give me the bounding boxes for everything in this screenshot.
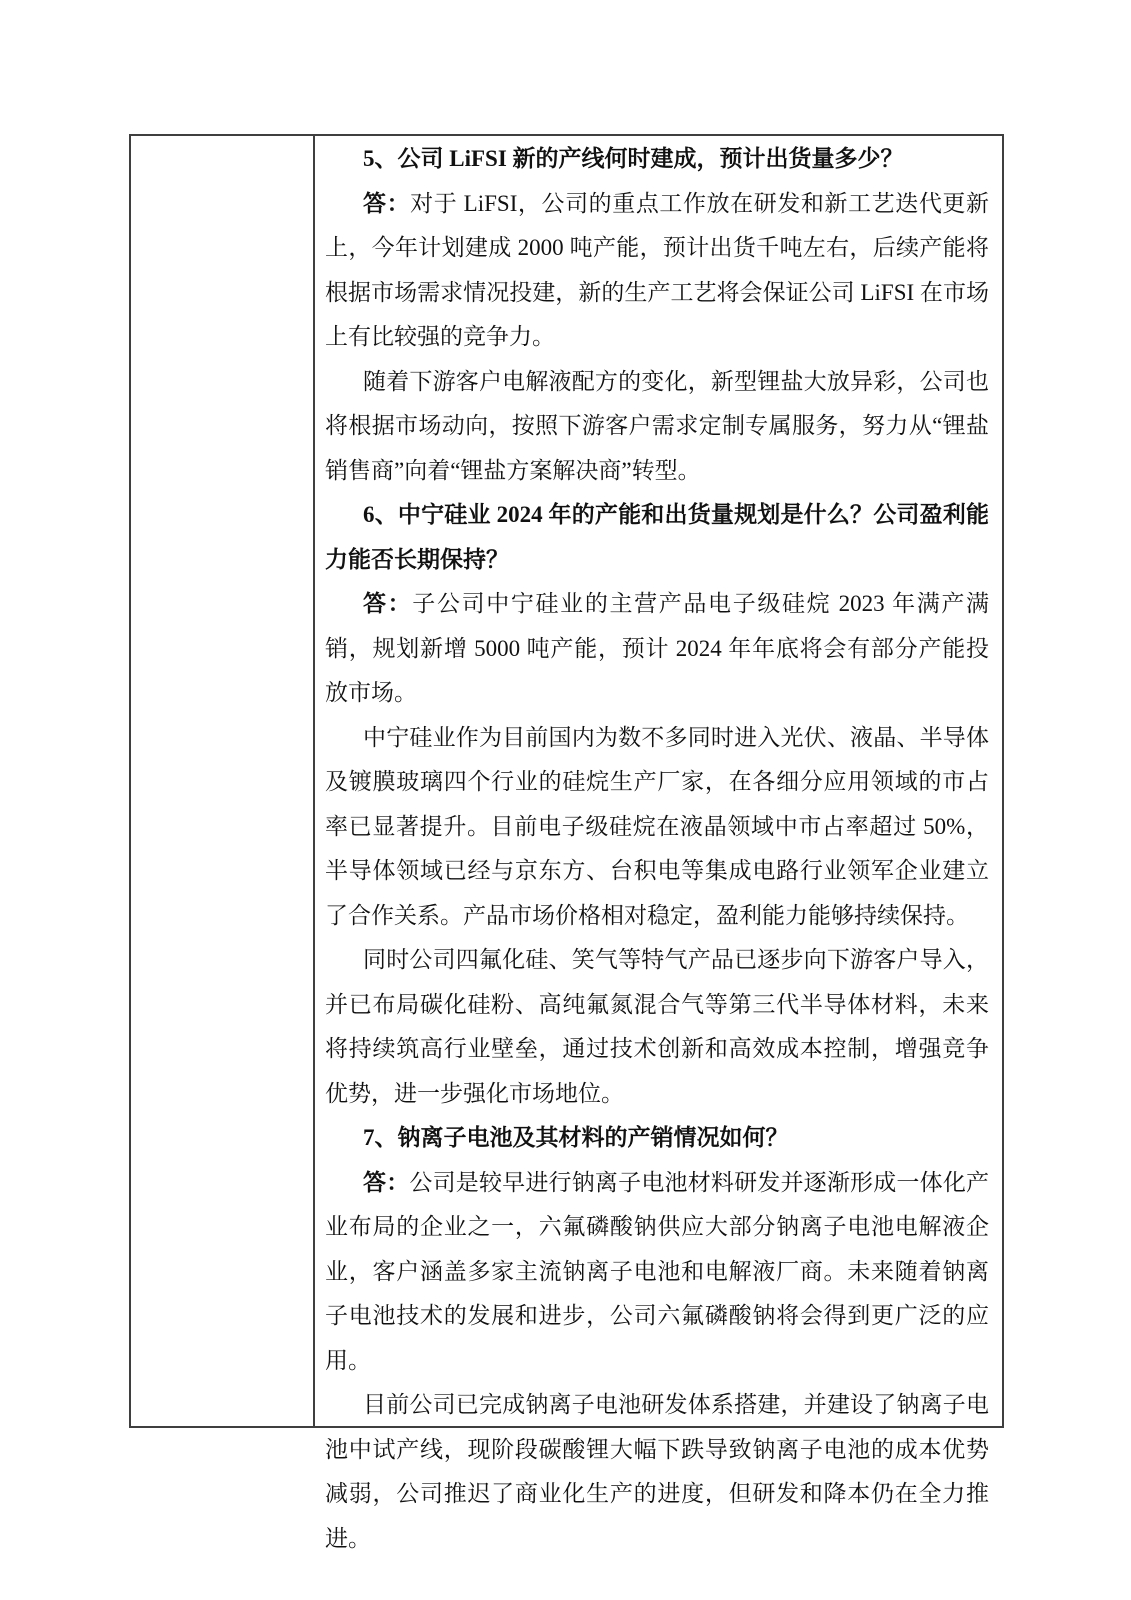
table-left-cell <box>131 136 315 1426</box>
qa-answer-paragraph <box>325 360 989 494</box>
answer-text: 目前公司已完成钠离子电池研发体系搭建，并建设了钠离子电池中试产线，现阶段碳酸锂大幅下跌导致钠离子电池的成本优势减弱，公司推迟了商业化生产的进度，但研发和降本仍在全力推进。 <box>325 1392 989 1551</box>
qa-answer-paragraph <box>325 716 989 939</box>
answer-text: 随着下游客户电解液配方的变化，新型锂盐大放异彩，公司也将根据市场动向，按照下游客户需求定制专属服务，努力从“锂盐销售商”向着“锂盐方案解决商”转型。 <box>325 368 989 483</box>
answer-prefix-label: 答： <box>363 190 411 216</box>
qa-question: 7、钠离子电池及其材料的产销情况如何？ <box>363 1125 789 1150</box>
qa-answer-paragraph <box>325 938 989 1116</box>
answer-text: 子公司中宁硅业的主营产品电子级硅烷 2023 年满产满销，规划新增 5000 吨产能，预计 2024 年年底将会有部分产能投放市场。 <box>325 591 990 705</box>
table-qa-cell <box>315 136 1002 1551</box>
qa-question: 5、公司 LiFSI 新的产线何时建成，预计出货量多少？ <box>363 146 904 171</box>
answer-prefix-label: 答： <box>363 591 413 616</box>
qa-answer-paragraph <box>325 182 989 360</box>
answer-prefix-label: 答： <box>363 1169 410 1195</box>
answer-text: 公司是较早进行钠离子电池材料研发并逐渐形成一体化产业布局的企业之一，六氟磷酸钠供应大部分钠离子电池电解液企业，客户涵盖多家主流钠离子电池和电解液厂商。未来随着钠离子电池技术的发展和进步，公司六氟磷酸钠将会得到更广泛的应用。 <box>325 1169 990 1373</box>
answer-text: 同时公司四氟化硅、笑气等特气产品已逐步向下游客户导入，并已布局碳化硅粉、高纯氟氮混合气等第三代半导体材料，未来将持续筑高行业壁垒，通过技术创新和高效成本控制，增强竞争优势，进一步强化市场地位。 <box>325 947 989 1106</box>
qa-answer-paragraph <box>325 582 989 716</box>
answer-text: 对于 LiFSI，公司的重点工作放在研发和新工艺迭代更新上，今年计划建成 2000 吨产能，预计出货千吨左右，后续产能将根据市场需求情况投建，新的生产工艺将会保证公司 LiFSI 在市场上有比较强的竞争力。 <box>325 190 990 349</box>
qa-table <box>129 134 1004 1551</box>
qa-question: 6、中宁硅业 2024 年的产能和出货量规划是什么？公司盈利能力能否长期保持？ <box>325 502 989 572</box>
qa-answer-paragraph <box>325 1161 989 1384</box>
qa-answer-paragraph <box>325 1383 989 1561</box>
answer-text: 中宁硅业作为目前国内为数不多同时进入光伏、液晶、半导体及镀膜玻璃四个行业的硅烷生产厂家，在各细分应用领域的市占率已显著提升。目前电子级硅烷在液晶领域中市占率超过 50%，半导体领域已经与京东方、台积电等集成电路行业领军企业建立了合作关系。产品市场价格相对稳定，盈利能力能够持续保持。 <box>325 724 989 928</box>
